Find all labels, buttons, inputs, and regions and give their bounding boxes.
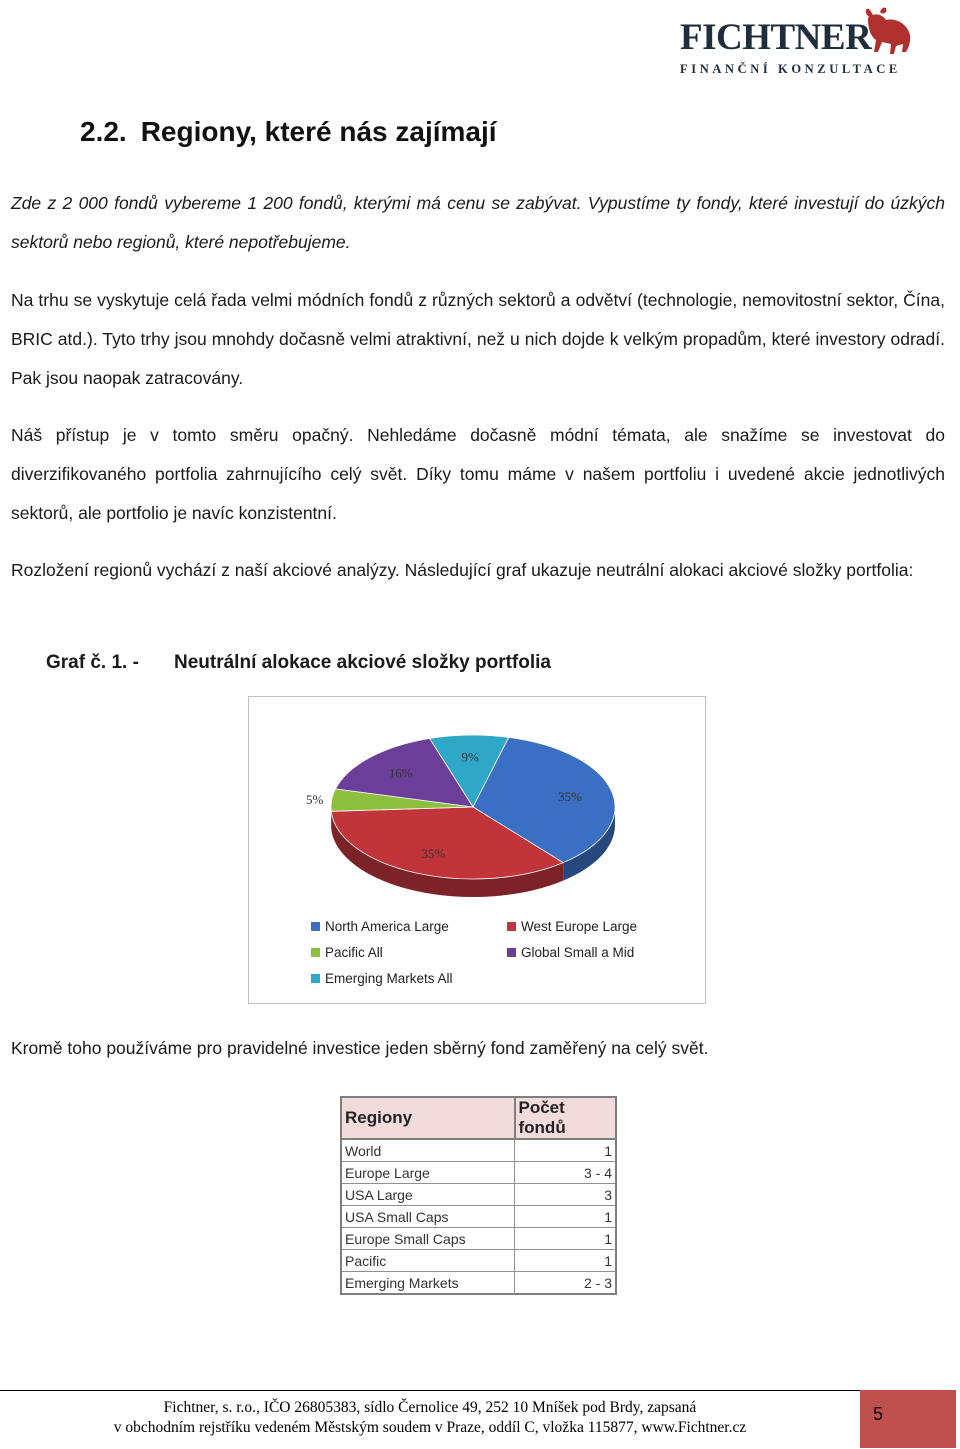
table-row <box>341 1272 616 1295</box>
legend-label: Emerging Markets All <box>325 971 453 986</box>
bull-icon <box>860 2 916 58</box>
legend-label: North America Large <box>325 919 449 934</box>
legend-item <box>311 919 449 934</box>
chart-caption-title: Neutrální alokace akciové složky portfolia <box>174 652 551 673</box>
logo-name: FICHTNER <box>680 17 872 58</box>
paragraph-trends: Na trhu se vyskytuje celá řada velmi módních fondů z různých sektorů a odvětví (technologie, nemovitostní sektor, Čína, BRIC atd.). Tyto trhy jsou mnohdy dočasně velmi atraktivní, než u nich dojde k velkým propadům, které investory odradí. Pak jsou naopak zatracovány. <box>11 290 945 388</box>
region-cell: Pacific <box>341 1250 515 1272</box>
legend-swatch <box>507 922 516 931</box>
pie-slice-label: 35% <box>421 846 446 862</box>
region-cell: USA Large <box>341 1184 515 1206</box>
region-cell: Europe Small Caps <box>341 1228 515 1250</box>
table-header-row <box>341 1097 616 1139</box>
legend-label: Global Small a Mid <box>521 945 635 960</box>
footer-line-1: Fichtner, s. r.o., IČO 26805383, sídlo Černolice 49, 252 10 Mníšek pod Brdy, zapsaná <box>163 1399 697 1416</box>
legend-item <box>311 945 383 960</box>
page-number: 5 <box>872 1404 883 1424</box>
company-logo <box>676 2 916 82</box>
legend-label: Pacific All <box>325 945 383 960</box>
fund-count-cell: 1 <box>515 1139 617 1162</box>
pie-slice-label: 5% <box>306 792 324 808</box>
paragraph-allocation: Rozložení regionů vychází z naší akciové analýzy. Následující graf ukazuje neutrální alokaci akciové složky portfolia: <box>11 560 914 580</box>
table-row <box>341 1206 616 1228</box>
pie-chart <box>248 696 706 1004</box>
chart-caption <box>46 652 551 674</box>
intro-paragraph: Zde z 2 000 fondů vybereme 1 200 fondů, kterými má cenu se zabývat. Vypustíme ty fondy, které investují do úzkých sektorů nebo regionů, které nepotřebujeme. <box>11 193 945 252</box>
header-fund-count: Počet fondů <box>515 1097 617 1139</box>
fund-count-cell: 1 <box>515 1206 617 1228</box>
footer-line-2: v obchodním rejstříku vedeném Městským soudem v Praze, oddíl C, vložka 115877, www.Fichtner.cz <box>113 1419 747 1436</box>
section-title: Regiony, které nás zajímají <box>140 116 497 147</box>
pie-slice-label: 16% <box>388 765 413 781</box>
pie-slice-label: 35% <box>558 789 582 805</box>
footer <box>0 1398 860 1438</box>
paragraph-approach: Náš přístup je v tomto směru opačný. Nehledáme dočasně módní témata, ale snažíme se investovat do diverzifikovaného portfolia zahrnujícího celý svět. Díky tomu máme v našem portfoliu i uvedené akcie jednotlivých sektorů, ale portfolio je navíc konzistentní. <box>11 425 945 523</box>
table-row <box>341 1162 616 1184</box>
page-number-box <box>860 1390 956 1448</box>
header-regions: Regiony <box>341 1097 515 1139</box>
table-row <box>341 1250 616 1272</box>
fund-count-cell: 3 <box>515 1184 617 1206</box>
table-row <box>341 1139 616 1162</box>
legend-item <box>311 971 453 986</box>
fund-count-cell: 1 <box>515 1228 617 1250</box>
logo-subtitle: FINANČNÍ KONZULTACE <box>680 62 901 76</box>
table-row <box>341 1228 616 1250</box>
legend-label: West Europe Large <box>521 919 638 934</box>
table-row <box>341 1184 616 1206</box>
legend-swatch <box>311 922 320 931</box>
legend-swatch <box>311 974 320 983</box>
fund-count-cell: 1 <box>515 1250 617 1272</box>
regions-table <box>340 1096 617 1295</box>
chart-number: Graf č. 1. - <box>46 652 139 673</box>
fund-count-cell: 2 - 3 <box>515 1272 617 1295</box>
pie-slice-label: 9% <box>461 749 479 765</box>
legend-swatch <box>311 948 320 957</box>
footer-divider <box>0 1390 860 1391</box>
section-heading <box>80 116 511 148</box>
paragraph-global-fund: Kromě toho používáme pro pravidelné investice jeden sběrný fond zaměřený na celý svět. <box>11 1038 709 1058</box>
fund-count-cell: 3 - 4 <box>515 1162 617 1184</box>
legend-item <box>507 945 634 960</box>
legend-swatch <box>507 948 516 957</box>
region-cell: USA Small Caps <box>341 1206 515 1228</box>
legend-item <box>507 919 637 934</box>
region-cell: World <box>341 1139 515 1162</box>
region-cell: Emerging Markets <box>341 1272 515 1295</box>
section-number: 2.2. <box>80 116 127 147</box>
region-cell: Europe Large <box>341 1162 515 1184</box>
